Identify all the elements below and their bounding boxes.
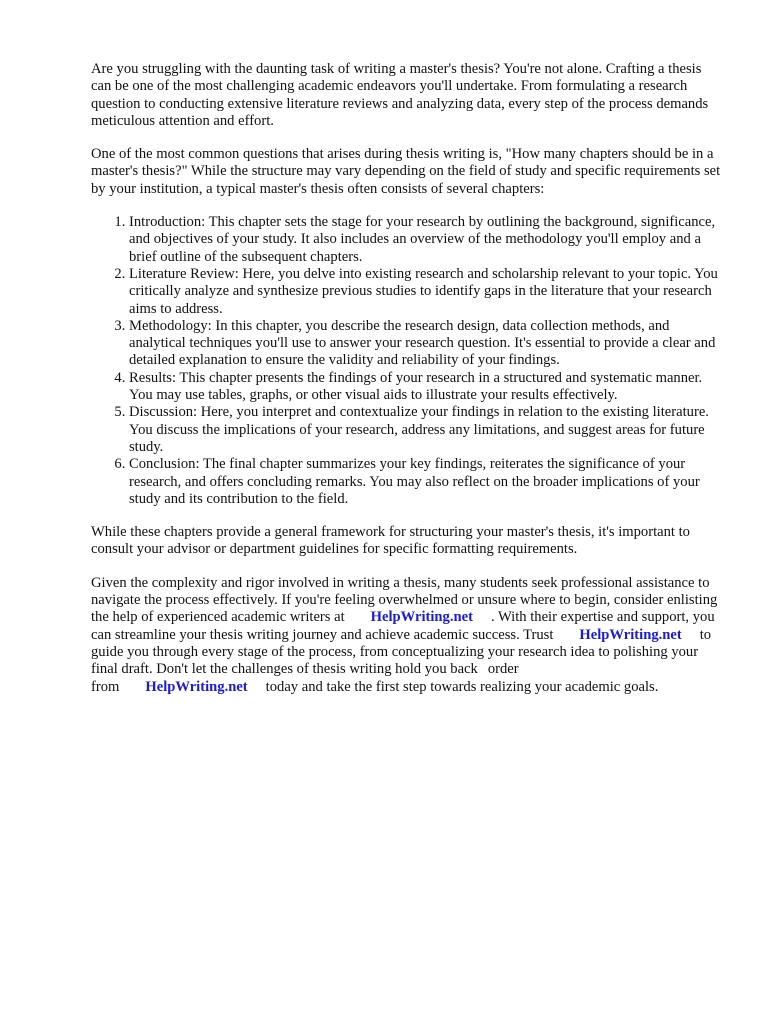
closing-text-1: Given the complexity and rigor involved in writing a thesis, many students seek professional assistance to navigate the process effectively. If you're feeling overwhelmed or unsure where to begin, consider enlisting the help of experienced academic writers at <box>91 574 718 626</box>
chapter-item-literature-review: 2. Literature Review: Here, you delve into existing research and scholarship relevant to your topic. You critically analyze and synthesize previous studies to identify gaps in the literature that your research aims to address. <box>129 266 721 318</box>
chapter-item-results: 4. Results: This chapter presents the findings of your research in a structured and systematic manner. You may use tables, graphs, or other visual aids to illustrate your results effectively. <box>129 370 721 405</box>
closing-text-3: to guide you through every stage of the process, from conceptualizing your research idea to polishing your final draft. Don't let the challenges of thesis writing hold you back <box>91 626 712 678</box>
chapter-item-introduction: 1. Introduction: This chapter sets the stage for your research by outlining the background, significance, and objectives of your study. It also includes an overview of the methodology you'll employ and a brief outline of the subsequent chapters. <box>129 214 721 266</box>
framework-paragraph: While these chapters provide a general framework for structuring your master's thesis, it's important to consult your advisor or department guidelines for specific formatting requirements. <box>91 524 690 558</box>
chapter-item-conclusion: 6. Conclusion: The final chapter summarizes your key findings, reiterates the significance of your research, and offers concluding remarks. You may also reflect on the broader implications of your study and its contribution to the field. <box>129 456 721 508</box>
closing-paragraph <box>91 575 721 696</box>
intro-paragraph: Are you struggling with the daunting task of writing a master's thesis? You're not alone. Crafting a thesis can be one of the most challenging academic endeavors you'll undertake. From formulating a research question to conducting extensive literature reviews and analyzing data, every step of the process demands meticulous attention and effort. <box>91 61 709 129</box>
closing-text-5: today and take the first step towards realizing your academic goals. <box>265 678 659 695</box>
closing-text-4: order from <box>91 661 519 695</box>
chapter-list <box>91 214 721 508</box>
chapter-item-methodology: 3. Methodology: In this chapter, you describe the research design, data collection methods, and analytical techniques you'll use to answer your research question. It's essential to provide a clear and detailed explanation to ensure the validity and reliability of your findings. <box>129 318 721 370</box>
helpwriting-link-2[interactable]: HelpWriting.net <box>579 626 682 643</box>
helpwriting-link-3[interactable]: HelpWriting.net <box>145 678 248 695</box>
helpwriting-link-1[interactable]: HelpWriting.net <box>370 609 473 626</box>
document-body <box>91 61 721 712</box>
chapter-item-discussion: 5. Discussion: Here, you interpret and contextualize your findings in relation to the existing literature. You discuss the implications of your research, address any limitations, and suggest areas for future study. <box>129 404 721 456</box>
closing-text-2: . With their expertise and support, you can streamline your thesis writing journey and achieve academic success. Trust <box>91 609 715 643</box>
question-paragraph: One of the most common questions that arises during thesis writing is, "How many chapters should be in a master's thesis?" While the structure may vary depending on the field of study and specific requirements set by your institution, a typical master's thesis often consists of several chapters: <box>91 146 721 197</box>
